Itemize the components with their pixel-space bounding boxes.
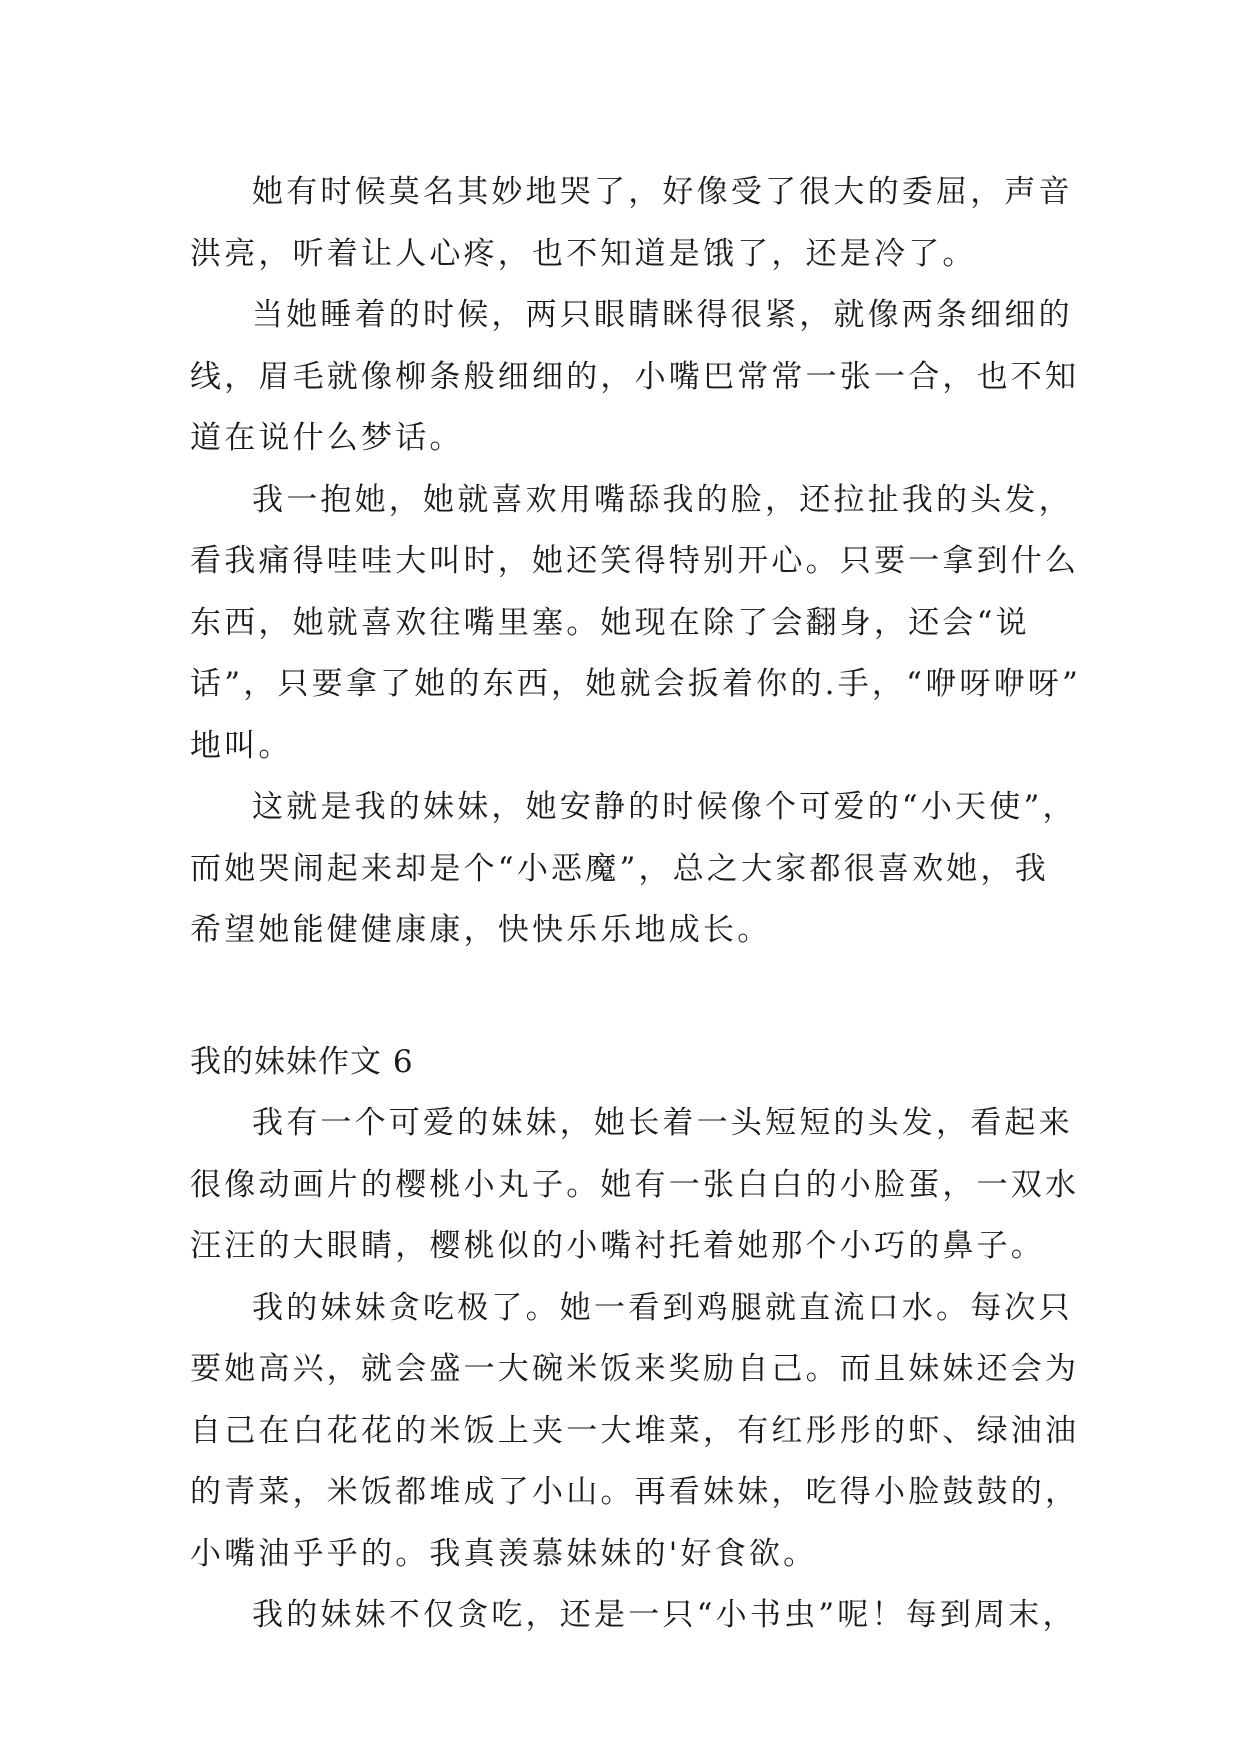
text-line: 汪汪的大眼睛，樱桃似的小嘴衬托着她那个小巧的鼻子。 (190, 1228, 1045, 1264)
text-line: 这就是我的妹妹，她安静的时候像个可爱的“小天使”， (252, 789, 1077, 825)
text-line: 我有一个可爱的妹妹，她长着一头短短的头发，看起来 (252, 1105, 1073, 1141)
paragraph (190, 1278, 1080, 1586)
paragraph (190, 1093, 1080, 1278)
text-line: 而她哭闹起来却是个“小恶魔”，总之大家都很喜欢她，我 (190, 850, 1049, 887)
paragraph (190, 470, 1081, 778)
text-line: 她有时候莫名其妙地哭了，好像受了很大的委屈，声音 (252, 174, 1073, 210)
text-line: 的青菜，米饭都堆成了小山。再看妹妹，吃得小脸鼓鼓的， (190, 1474, 1080, 1510)
text-line: 看我痛得哇哇大叫时，她还笑得特别开心。只要一拿到什么 (190, 543, 1080, 579)
section-spacer (190, 962, 1050, 1032)
text-line: 道在说什么梦话。 (190, 420, 464, 456)
text-line: 希望她能健健康康，快快乐乐地成长。 (190, 912, 772, 948)
section-title: 我的妹妹作文 6 (190, 1043, 414, 1080)
text-line: 我的妹妹不仅贪吃，还是一只“小书虫”呢！每到周末， (252, 1597, 1077, 1633)
text-line: 当她睡着的时候，两只眼睛眯得很紧，就像两条细细的 (252, 297, 1073, 333)
text-line: 小嘴油乎乎的。我真羡慕妹妹的'好食欲。 (190, 1535, 818, 1572)
paragraph (190, 285, 1080, 470)
text-line: 洪亮，听着让人心疼，也不知道是饿了，还是冷了。 (190, 235, 977, 272)
text-line: 东西，她就喜欢往嘴里塞。她现在除了会翻身，还会“说 (190, 604, 1030, 641)
document-page (190, 162, 1081, 1647)
paragraph (190, 162, 1073, 285)
paragraph (190, 1585, 1077, 1647)
text-line: 话”，只要拿了她的东西，她就会扳着你的.手，“咿呀咿呀” (190, 666, 1081, 702)
paragraph (190, 777, 1077, 962)
text-line: 要她高兴，就会盛一大碗米饭来奖励自己。而且妹妹还会为 (190, 1351, 1080, 1387)
text-line: 我的妹妹贪吃极了。她一看到鸡腿就直流口水。每次只 (252, 1289, 1073, 1326)
text-line: 我一抱她，她就喜欢用嘴舔我的脸，还拉扯我的头发， (252, 481, 1073, 518)
text-line: 线，眉毛就像柳条般细细的，小嘴巴常常一张一合，也不知 (190, 358, 1080, 395)
text-line: 地叫。 (190, 727, 293, 764)
text-line: 很像动画片的樱桃小丸子。她有一张白白的小脸蛋，一双水 (190, 1166, 1080, 1203)
text-line: 自己在白花花的米饭上夹一大堆菜，有红彤彤的虾、绿油油 (190, 1412, 1080, 1449)
